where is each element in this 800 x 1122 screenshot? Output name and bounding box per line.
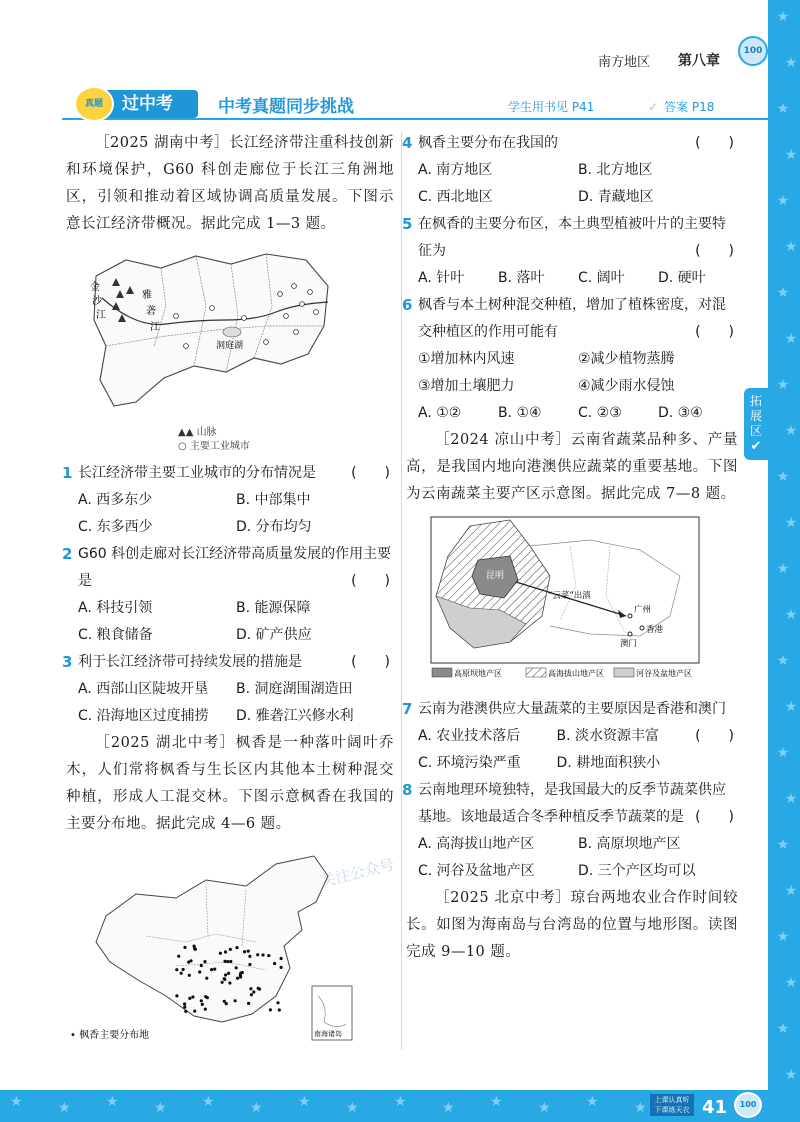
star-icon: ★ — [10, 1094, 23, 1111]
answer-reference — [648, 98, 714, 115]
yunnan-map-svg — [430, 516, 700, 680]
fengxiang-dot — [175, 968, 178, 971]
option-d[interactable]: D. 三个产区均可以 — [578, 863, 696, 879]
chapter-name: 第八章 — [678, 53, 720, 69]
fengxiang-dot — [180, 972, 183, 975]
column-divider — [401, 132, 402, 1050]
side-tab-char: 拓 — [749, 394, 762, 408]
fengxiang-dot — [229, 960, 232, 963]
star-icon: ★ — [538, 1100, 551, 1117]
left-column — [62, 130, 395, 1062]
question-5 — [402, 211, 738, 265]
passage-4 — [406, 885, 738, 966]
fengxiang-dot — [228, 981, 231, 984]
map-label-long: 砻 — [146, 306, 156, 317]
passage-4-source: ［2025 北京中考］ — [435, 890, 571, 906]
fengxiang-dot — [248, 955, 251, 958]
star-icon: ★ — [776, 469, 790, 485]
statement-3: ③增加土壤肥力 — [418, 378, 515, 394]
check-icon: ✔ — [750, 439, 762, 454]
question-6-statements — [406, 346, 738, 400]
star-icon: ★ — [776, 193, 790, 209]
fengxiang-dot — [243, 950, 246, 953]
legend-highland: 高海拔山地产区 — [548, 669, 604, 678]
passage-4-text: 琼台两地农业合作时间较长。如图为海南岛与台湾岛的位置与地形图。读图完成 9—10 题。 — [406, 890, 738, 960]
option-a[interactable]: A. 西多东少 — [78, 492, 153, 508]
macao-label: 澳门 — [620, 639, 638, 649]
legend-plateau: 高原坝地产区 — [454, 669, 502, 678]
mascot-icon: 100 — [738, 36, 768, 66]
fengxiang-dot — [213, 968, 216, 971]
star-icon: ★ — [202, 1094, 215, 1111]
question-number: 2 — [62, 545, 73, 563]
option-b[interactable]: B. 北方地区 — [578, 162, 653, 178]
option-b[interactable]: B. 淡水资源丰富 — [556, 728, 660, 744]
fengxiang-dot — [219, 952, 222, 955]
fengxiang-dot — [184, 1010, 187, 1013]
book-reference: 学生用书见 P41 — [508, 100, 595, 114]
map-label-jiang2: 江 — [150, 322, 160, 333]
star-icon: ★ — [776, 101, 790, 117]
fengxiang-dot — [223, 977, 226, 980]
option-d[interactable]: D. 耕地面积狭小 — [556, 755, 661, 771]
star-icon: ★ — [784, 55, 798, 71]
city-icon: ○ — [178, 441, 190, 452]
fengxiang-dot — [210, 968, 213, 971]
question-6 — [402, 292, 738, 346]
fengxiang-dot — [235, 946, 238, 949]
legend-city-label: 主要工业城市 — [189, 441, 250, 452]
pencil-icon: ✓ — [648, 100, 659, 114]
star-icon: ★ — [784, 423, 798, 439]
fengxiang-dot — [236, 977, 239, 980]
question-number: 4 — [402, 134, 413, 152]
fengxiang-dot — [227, 972, 230, 975]
answer-blank[interactable]: ( ) — [695, 135, 734, 151]
answer-blank[interactable]: ( ) — [695, 728, 734, 744]
star-icon: ★ — [776, 745, 790, 761]
option-a[interactable]: A. 农业技术落后 — [418, 728, 521, 744]
statement-4: ④减少雨水侵蚀 — [578, 378, 675, 394]
fengxiang-dot — [191, 995, 194, 998]
answer-blank[interactable]: ( ) — [695, 809, 734, 825]
side-tab-label — [744, 394, 768, 439]
question-text: 枫香主要分布在我国的 — [418, 135, 558, 151]
fengxiang-dot — [204, 1008, 207, 1011]
star-icon: ★ — [784, 975, 798, 991]
question-text: 长江经济带主要工业城市的分布情况是 — [78, 465, 316, 481]
option-a[interactable]: A. 高海拔山地产区 — [418, 836, 535, 852]
fengxiang-dot — [221, 981, 224, 984]
fengxiang-dot — [235, 966, 238, 969]
legend-mountain — [178, 426, 394, 440]
route-label: “云菜”出滇 — [548, 591, 591, 601]
badge-label: 过中考 — [122, 94, 173, 114]
option-d[interactable]: D. 硬叶 — [658, 270, 706, 286]
question-number: 5 — [402, 215, 413, 233]
yangtze-map-svg — [66, 246, 346, 416]
fengxiang-dot — [203, 960, 206, 963]
fengxiang-dot — [229, 948, 232, 951]
fengxiang-dot — [239, 975, 242, 978]
star-icon: ★ — [490, 1094, 503, 1111]
yangtze-legend — [66, 426, 394, 454]
question-1-options — [66, 487, 394, 541]
fengxiang-dot — [205, 977, 208, 980]
question-number: 7 — [402, 700, 413, 718]
question-3 — [62, 649, 394, 676]
running-header — [560, 48, 760, 72]
question-7-options — [406, 723, 695, 777]
fengxiang-dot — [257, 987, 260, 990]
question-text: 枫香与本土树种混交种植，增加了植株密度，对混交种植区的作用可能有 — [418, 297, 726, 340]
option-b[interactable]: B. ①④ — [498, 405, 542, 421]
passage-2-text: 枫香是一种落叶阔叶乔木，人们常将枫香与生长区内其他本土树种混交种植，形成人工混交林。下图示意枫香在我国的主要分布地。据此完成 4—6 题。 — [66, 735, 395, 832]
answer-blank[interactable]: ( ) — [695, 324, 734, 340]
star-icon: ★ — [784, 239, 798, 255]
fengxiang-dot — [200, 999, 203, 1002]
option-c[interactable]: C. 沿海地区过度捕捞 — [78, 708, 209, 724]
passage-1-text: 长江经济带注重科技创新和环境保护，G60 科创走廊位于长江三角洲地区，引领和推动着区域协调高质量发展。下图示意长江经济带概况。据此完成 1—3 题。 — [66, 135, 395, 232]
legend-city — [178, 440, 394, 454]
fengxiang-dot — [247, 1002, 250, 1005]
star-icon: ★ — [784, 883, 798, 899]
fengxiang-dot — [189, 959, 192, 962]
passage-3 — [406, 427, 738, 508]
fengxiang-dot — [241, 971, 244, 974]
star-icon: ★ — [250, 1100, 263, 1117]
question-text: 在枫香的主要分布区，本土典型植被叶片的主要特征为 — [418, 216, 726, 259]
star-icon: ★ — [634, 1100, 647, 1117]
map-label-jiang1: 江 — [96, 310, 106, 321]
star-icon: ★ — [394, 1094, 407, 1111]
fengxiang-dot — [182, 968, 185, 971]
watermark: 关注公众号 — [319, 855, 397, 891]
answer-page: 答案 P18 — [664, 100, 715, 114]
question-6-options — [406, 400, 738, 427]
star-icon: ★ — [298, 1094, 311, 1111]
mountain-icon: ▲▲ — [178, 427, 197, 438]
fengxiang-dot — [175, 994, 178, 997]
fengxiang-dot — [248, 963, 251, 966]
question-text: 云南为港澳供应大量蔬菜的主要原因是香港和澳门 — [418, 701, 726, 717]
question-5-options — [406, 265, 738, 292]
map-label-dongting: 洞庭湖 — [216, 341, 244, 351]
map-label-jin: 金 — [90, 282, 100, 293]
option-d[interactable]: D. 雅砻江兴修水利 — [236, 708, 354, 724]
fengxiang-dot — [193, 945, 196, 948]
fengxiang-dot — [250, 993, 253, 996]
star-icon: ★ — [154, 1100, 167, 1117]
fengxiang-dot — [280, 966, 283, 969]
kunming-label: 昆明 — [486, 571, 505, 581]
map-label-ya: 雅 — [142, 290, 152, 301]
fengxiang-dot — [198, 970, 201, 973]
question-text: 利于长江经济带可持续发展的措施是 — [78, 654, 302, 670]
question-8 — [402, 777, 738, 831]
footer-mascot-icon: 100 — [734, 1092, 762, 1118]
option-c[interactable]: C. 环境污染严重 — [418, 755, 521, 771]
star-icon: ★ — [776, 929, 790, 945]
question-3-options — [66, 676, 394, 730]
right-column — [402, 130, 738, 966]
answer-blank[interactable]: ( ) — [351, 465, 390, 481]
star-icon: ★ — [776, 9, 790, 25]
star-icon: ★ — [784, 607, 798, 623]
passage-1 — [66, 130, 394, 238]
fengxiang-dot — [183, 946, 186, 949]
star-icon: ★ — [776, 653, 790, 669]
option-b[interactable]: B. 中部集中 — [236, 492, 311, 508]
fengxiang-dot — [249, 987, 252, 990]
fengxiang-dot — [200, 964, 203, 967]
side-tab — [744, 388, 768, 460]
fengxiang-dot — [177, 955, 180, 958]
fengxiang-dot — [223, 960, 226, 963]
option-d[interactable]: D. 矿产供应 — [236, 627, 312, 643]
question-text: G60 科创走廊对长江经济带高质量发展的作用主要是 — [78, 546, 392, 589]
footer-slogan: 上课认真听 下课练天衣 — [650, 1094, 694, 1116]
option-c[interactable]: C. 河谷及盆地产区 — [418, 863, 535, 879]
option-c[interactable]: C. 西北地区 — [418, 189, 493, 205]
side-tab-char: 区 — [749, 424, 762, 438]
option-c[interactable]: C. 东多西少 — [78, 519, 153, 535]
fengxiang-dot — [193, 1010, 196, 1013]
star-icon: ★ — [776, 1021, 790, 1037]
fengxiang-dot — [247, 950, 250, 953]
fengxiang-dot — [225, 1002, 228, 1005]
fengxiang-dot — [256, 953, 259, 956]
passage-2 — [66, 730, 394, 838]
star-icon: ★ — [784, 515, 798, 531]
question-number: 6 — [402, 296, 413, 314]
fengxiang-dot — [273, 962, 276, 965]
fengxiang-dot — [224, 950, 227, 953]
map-label-sha: 沙 — [92, 296, 102, 307]
legend-mountain-label: 山脉 — [196, 427, 217, 438]
option-a[interactable]: A. 科技引领 — [78, 600, 153, 616]
statement-2: ②减少植物蒸腾 — [578, 351, 675, 367]
option-c[interactable]: C. ②③ — [578, 405, 622, 421]
question-4 — [402, 130, 738, 157]
star-icon: ★ — [346, 1100, 359, 1117]
hongkong-label: 香港 — [646, 625, 664, 635]
section-name: 南方地区 — [598, 55, 651, 70]
passage-2-source: ［2025 湖北中考］ — [95, 735, 236, 751]
star-icon: ★ — [784, 147, 798, 163]
fengxiang-dot — [183, 1006, 186, 1009]
star-icon: ★ — [784, 1067, 798, 1083]
option-b[interactable]: B. 能源保障 — [236, 600, 311, 616]
option-b[interactable]: B. 落叶 — [498, 270, 545, 286]
star-icon: ★ — [776, 561, 790, 577]
section-title-bar — [62, 90, 770, 120]
fengxiang-dot — [269, 1008, 272, 1011]
question-number: 1 — [62, 464, 73, 482]
star-icon: ★ — [784, 791, 798, 807]
question-number: 3 — [62, 653, 73, 671]
yunnan-map — [430, 516, 738, 690]
star-icon: ★ — [106, 1094, 119, 1111]
fengxiang-dot — [280, 957, 283, 960]
answer-blank[interactable]: ( ) — [351, 573, 390, 589]
badge-mascot-icon: 真题 — [74, 86, 114, 122]
fengxiang-dot — [267, 954, 270, 957]
section-badge — [78, 90, 198, 118]
option-c[interactable]: C. 阔叶 — [578, 270, 625, 286]
fengxiang-dot — [261, 953, 264, 956]
star-icon: ★ — [58, 1100, 71, 1117]
statement-1: ①增加林内风速 — [418, 351, 515, 367]
option-d[interactable]: D. 分布均匀 — [236, 519, 312, 535]
question-2-options — [66, 595, 394, 649]
star-icon: ★ — [776, 285, 790, 301]
page-number: 41 — [702, 1097, 728, 1118]
option-a[interactable]: A. 南方地区 — [418, 162, 493, 178]
passage-3-source: ［2024 凉山中考］ — [435, 432, 571, 448]
fengxiang-dot — [188, 997, 191, 1000]
option-c[interactable]: C. 粮食储备 — [78, 627, 153, 643]
option-a[interactable]: A. 针叶 — [418, 270, 465, 286]
star-icon: ★ — [776, 837, 790, 853]
star-icon: ★ — [784, 699, 798, 715]
fengxiang-dot — [188, 974, 191, 977]
fengxiang-dot — [234, 999, 237, 1002]
fengxiang-dot — [278, 1008, 281, 1011]
inset-label: 南海诸岛 — [314, 1030, 342, 1038]
title-underline — [62, 118, 770, 120]
fengxiang-dot — [204, 995, 207, 998]
question-2 — [62, 541, 394, 595]
star-icon: ★ — [586, 1094, 599, 1111]
passage-1-source: ［2025 湖南中考］ — [95, 135, 230, 151]
star-icon: ★ — [442, 1100, 455, 1117]
option-d[interactable]: D. 青藏地区 — [578, 189, 654, 205]
fengxiang-dot — [226, 960, 229, 963]
question-8-options — [406, 831, 738, 885]
legend-valley: 河谷及盆地产区 — [636, 669, 692, 678]
answer-blank[interactable]: ( ) — [695, 243, 734, 259]
option-b[interactable]: B. 洞庭湖围湖造田 — [236, 681, 353, 697]
fengxiang-legend: • 枫香主要分布地 — [70, 1030, 150, 1041]
question-4-options — [406, 157, 738, 211]
question-number: 8 — [402, 781, 413, 799]
question-1 — [62, 460, 394, 487]
fengxiang-dot — [224, 973, 227, 976]
option-a[interactable]: A. 西部山区陡坡开垦 — [78, 681, 209, 697]
answer-blank[interactable]: ( ) — [351, 654, 390, 670]
option-b[interactable]: B. 高原坝地产区 — [578, 836, 681, 852]
guangzhou-label: 广州 — [634, 605, 652, 615]
option-d[interactable]: D. ③④ — [658, 405, 703, 421]
star-icon: ★ — [784, 331, 798, 347]
side-tab-char: 展 — [749, 409, 762, 423]
question-text: 云南地理环境独特，是我国最大的反季节蔬菜供应基地。该地最适合冬季种植反季节蔬菜的是 — [418, 782, 726, 825]
fengxiang-dot — [252, 990, 255, 993]
fengxiang-dot — [276, 1001, 279, 1004]
section-title: 中考真题同步挑战 — [218, 97, 354, 117]
yangtze-map — [66, 246, 394, 454]
star-icon: ★ — [776, 377, 790, 393]
passage-3-text: 云南省蔬菜品种多、产量高，是我国内地向港澳供应蔬菜的重要基地。下图为云南蔬菜主要产区示意图。据此完成 7—8 题。 — [406, 432, 738, 502]
fengxiang-dot — [183, 1002, 186, 1005]
option-a[interactable]: A. ①② — [418, 405, 462, 421]
fengxiang-dot — [201, 1003, 204, 1006]
